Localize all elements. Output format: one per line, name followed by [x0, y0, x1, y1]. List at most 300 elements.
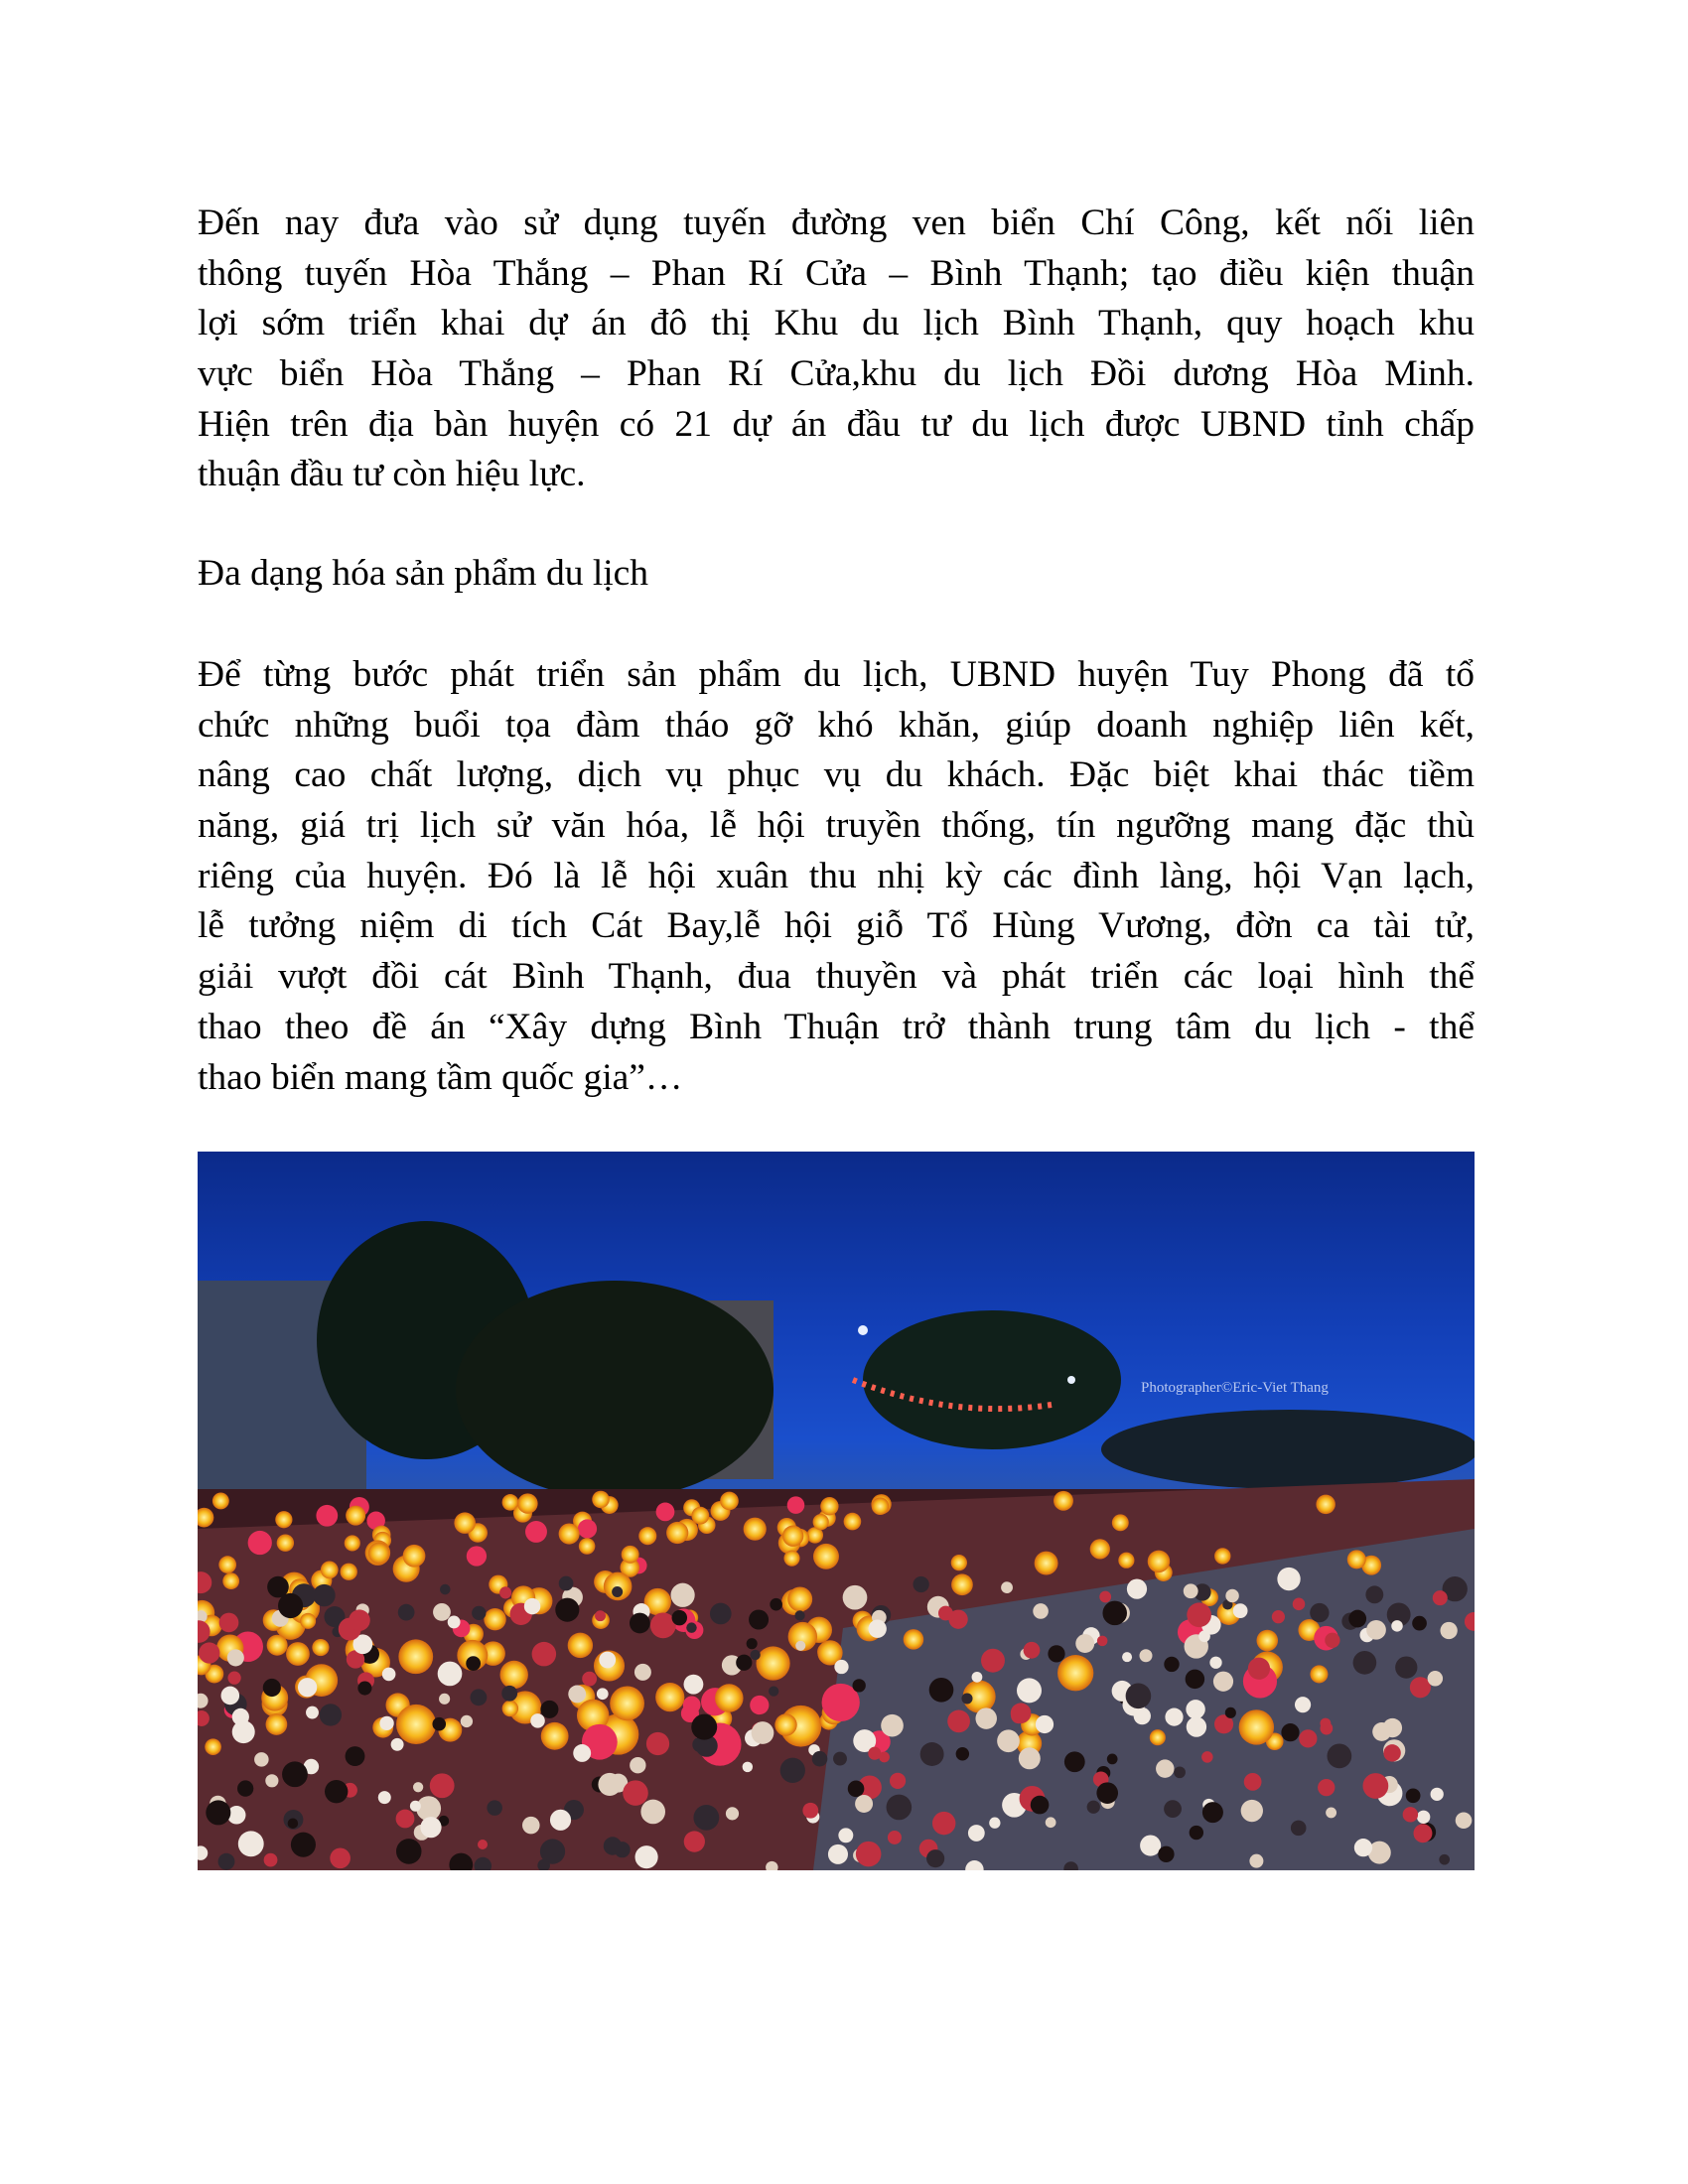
person — [573, 1744, 591, 1762]
lantern — [341, 1564, 357, 1580]
lantern — [844, 1513, 862, 1531]
person — [1456, 1812, 1473, 1829]
photo-credit: Photographer©Eric-Viet Thang — [1141, 1380, 1329, 1396]
person — [254, 1752, 269, 1767]
person — [932, 1812, 955, 1835]
festival-scene — [198, 1152, 1475, 1870]
person — [264, 1853, 278, 1867]
lantern — [1112, 1514, 1129, 1531]
person — [1064, 1751, 1085, 1772]
text-line: nâng cao chất lượng, dịch vụ phục vụ du khách. Đặc biệt khai thác tiềm — [198, 754, 1475, 796]
person — [1225, 1707, 1236, 1718]
person — [1127, 1579, 1147, 1599]
person — [1036, 1715, 1054, 1733]
lantern — [346, 1506, 365, 1526]
person — [265, 1774, 278, 1787]
person — [206, 1800, 230, 1825]
text-line: thao biển mang tầm quốc gia”… — [198, 1056, 683, 1098]
person — [879, 1752, 890, 1763]
person — [881, 1714, 904, 1737]
person — [288, 1818, 298, 1828]
person — [1372, 1722, 1391, 1741]
person — [1428, 1671, 1443, 1686]
person — [1122, 1652, 1132, 1662]
person — [1213, 1672, 1233, 1692]
lantern — [774, 1713, 796, 1735]
person — [199, 1642, 219, 1663]
lantern — [266, 1713, 288, 1735]
person — [1293, 1598, 1306, 1611]
person — [1406, 1788, 1421, 1803]
person — [346, 1746, 365, 1766]
lantern — [286, 1642, 310, 1666]
lantern — [783, 1551, 799, 1567]
person — [843, 1585, 868, 1610]
person — [278, 1593, 303, 1618]
lantern — [579, 1538, 596, 1555]
person — [349, 1609, 370, 1631]
lantern — [1347, 1550, 1366, 1569]
lantern — [756, 1646, 789, 1680]
person — [433, 1603, 451, 1621]
text-line: lợi sớm triển khai dự án đô thị Khu du lịch Bình Thạnh, quy hoạch khu — [198, 303, 1475, 344]
lantern — [312, 1639, 329, 1656]
person — [238, 1831, 264, 1856]
lantern — [1310, 1665, 1328, 1683]
person — [646, 1732, 669, 1755]
tree — [1101, 1410, 1475, 1489]
person — [1107, 1754, 1118, 1765]
person — [420, 1817, 441, 1838]
person — [749, 1610, 769, 1630]
lantern — [525, 1521, 547, 1543]
person — [595, 1610, 606, 1621]
person — [834, 1660, 848, 1674]
person — [306, 1706, 319, 1719]
person — [597, 1688, 609, 1700]
person — [1174, 1766, 1186, 1778]
lantern — [951, 1573, 973, 1595]
person — [1202, 1802, 1223, 1823]
person — [828, 1844, 848, 1864]
person — [432, 1717, 446, 1731]
person — [1184, 1583, 1198, 1598]
person — [540, 1701, 558, 1718]
person — [282, 1761, 308, 1787]
lantern — [813, 1514, 829, 1530]
person — [1365, 1585, 1383, 1603]
person — [1248, 1658, 1270, 1680]
lantern — [1214, 1548, 1230, 1564]
lantern — [212, 1492, 229, 1509]
person — [1102, 1601, 1127, 1626]
person — [752, 1721, 774, 1744]
person — [1281, 1723, 1299, 1741]
person — [1320, 1718, 1331, 1729]
person — [391, 1738, 404, 1751]
person — [975, 1707, 996, 1728]
person — [1209, 1657, 1221, 1669]
person — [1158, 1846, 1174, 1862]
person — [1383, 1744, 1400, 1761]
festival-photo — [198, 1152, 1475, 1870]
person — [1165, 1708, 1183, 1726]
person — [612, 1586, 623, 1597]
person — [938, 1606, 953, 1621]
person — [1325, 1633, 1339, 1648]
person — [227, 1672, 240, 1685]
person — [1310, 1603, 1329, 1622]
person — [298, 1678, 317, 1697]
person — [961, 1693, 972, 1704]
person — [929, 1678, 954, 1703]
person — [499, 1586, 511, 1598]
lantern — [720, 1492, 739, 1511]
person — [522, 1817, 540, 1835]
person — [812, 1751, 828, 1767]
text-line: giải vượt đồi cát Bình Thạnh, đua thuyền và phát triển các loại hình thể — [198, 956, 1475, 998]
person — [1233, 1603, 1248, 1618]
person — [1017, 1678, 1042, 1703]
person — [635, 1845, 658, 1868]
lantern — [1239, 1709, 1274, 1744]
person — [1403, 1807, 1418, 1822]
person — [710, 1603, 732, 1625]
person — [555, 1598, 579, 1622]
lantern — [1090, 1539, 1110, 1559]
person — [848, 1781, 865, 1798]
text-line: Hiện trên địa bàn huyện có 21 dự án đầu tư du lịch được UBND tỉnh chấp — [198, 403, 1475, 445]
person — [693, 1805, 719, 1831]
person — [1440, 1622, 1457, 1639]
lantern — [787, 1496, 805, 1514]
person — [1087, 1801, 1100, 1814]
lantern — [1118, 1553, 1134, 1569]
person — [501, 1686, 517, 1702]
person — [1291, 1821, 1307, 1837]
lantern — [398, 1639, 433, 1674]
person — [1431, 1788, 1444, 1801]
person — [968, 1825, 985, 1842]
person — [396, 1810, 415, 1829]
lantern — [500, 1661, 528, 1689]
person — [1001, 1581, 1013, 1593]
lantern — [559, 1524, 580, 1545]
person — [398, 1604, 415, 1621]
person — [1318, 1779, 1335, 1796]
lantern — [248, 1531, 272, 1555]
street-light — [1067, 1376, 1075, 1384]
lantern — [1057, 1655, 1093, 1691]
person — [1190, 1826, 1203, 1840]
lantern — [1150, 1729, 1166, 1745]
lantern — [275, 1511, 292, 1528]
person — [550, 1810, 571, 1831]
person — [232, 1708, 249, 1725]
person — [1186, 1670, 1205, 1690]
person — [1327, 1743, 1351, 1768]
person — [743, 1762, 753, 1772]
person — [1024, 1642, 1041, 1659]
lantern — [1035, 1552, 1058, 1575]
lantern — [787, 1586, 812, 1611]
person — [671, 1583, 695, 1607]
person — [981, 1649, 1005, 1673]
text-line: lễ tưởng niệm di tích Cát Bay,lễ hội giỗ Tổ Hùng Vương, đờn ca tài tử, — [198, 905, 1475, 947]
person — [1011, 1703, 1032, 1723]
person — [410, 1801, 421, 1812]
person — [330, 1848, 351, 1869]
person — [470, 1689, 487, 1706]
person — [524, 1598, 540, 1614]
lantern — [218, 1556, 236, 1573]
person — [1164, 1657, 1179, 1672]
person — [972, 1672, 983, 1683]
person — [357, 1681, 371, 1695]
person — [1413, 1824, 1432, 1843]
text-line: riêng của huyện. Đó là lễ hội xuân thu nhị kỳ các đình làng, hội Vạn lạch, — [198, 855, 1475, 896]
street-light — [858, 1325, 868, 1335]
person — [1048, 1645, 1064, 1662]
person — [598, 1773, 621, 1796]
person — [430, 1773, 455, 1798]
person — [1096, 1782, 1118, 1804]
lantern — [744, 1518, 767, 1541]
person — [1198, 1630, 1210, 1642]
person — [913, 1576, 928, 1592]
lantern — [1148, 1551, 1170, 1572]
lantern — [277, 1535, 294, 1552]
person — [1046, 1817, 1056, 1828]
person — [599, 1652, 616, 1669]
person — [1031, 1796, 1050, 1815]
person — [413, 1782, 423, 1792]
lantern — [655, 1683, 684, 1711]
person — [1140, 1649, 1153, 1662]
person — [1417, 1811, 1430, 1824]
tree — [456, 1281, 774, 1499]
person — [568, 1686, 586, 1704]
lantern — [396, 1705, 436, 1744]
person — [1366, 1620, 1386, 1640]
person — [478, 1840, 488, 1849]
person — [1249, 1854, 1263, 1868]
lantern — [403, 1545, 426, 1568]
person — [747, 1638, 758, 1649]
lantern — [872, 1497, 889, 1514]
person — [1362, 1773, 1388, 1799]
person — [630, 1757, 645, 1773]
lantern — [368, 1543, 390, 1565]
lantern — [541, 1722, 569, 1750]
person — [623, 1780, 648, 1806]
person — [1433, 1590, 1448, 1605]
person — [855, 1795, 873, 1813]
paragraph-1 — [198, 199, 1475, 500]
person — [582, 1672, 597, 1687]
person — [448, 1616, 461, 1629]
lantern — [951, 1555, 967, 1570]
person — [956, 1747, 969, 1760]
lantern — [300, 1613, 316, 1629]
lantern — [666, 1522, 688, 1544]
person — [684, 1675, 704, 1695]
person — [396, 1839, 422, 1864]
person — [532, 1642, 557, 1667]
lantern — [610, 1686, 644, 1720]
person — [1164, 1800, 1182, 1818]
person — [291, 1833, 316, 1857]
person — [466, 1656, 481, 1671]
person — [869, 1620, 887, 1638]
lantern — [656, 1503, 675, 1522]
text-line: thông tuyến Hòa Thắng – Phan Rí Cửa – Bình Thạnh; tạo điều kiện thuận — [198, 252, 1475, 294]
person — [926, 1849, 944, 1867]
person — [221, 1687, 240, 1706]
person — [640, 1800, 665, 1825]
lantern — [622, 1546, 639, 1564]
person — [440, 1584, 451, 1595]
person — [947, 1709, 970, 1732]
person — [1439, 1854, 1450, 1865]
person — [1354, 1839, 1372, 1856]
person — [890, 1773, 906, 1789]
person — [1097, 1636, 1108, 1647]
lantern — [467, 1546, 487, 1566]
person — [989, 1818, 1000, 1829]
person — [530, 1713, 545, 1728]
section-heading: Đa dạng hóa sản phẩm du lịch — [198, 553, 649, 594]
person — [920, 1742, 944, 1766]
text-line: năng, giá trị lịch sử văn hóa, lễ hội truyền thống, tín ngưỡng mang đặc thù — [198, 805, 1475, 847]
person — [237, 1780, 253, 1796]
tree — [863, 1310, 1121, 1449]
text-line: chức những buổi tọa đàm tháo gỡ khó khăn, giúp doanh nghiệp liên kết, — [198, 704, 1475, 746]
lantern — [321, 1561, 339, 1578]
person — [997, 1729, 1020, 1752]
person — [1186, 1700, 1204, 1718]
lantern — [820, 1497, 838, 1515]
person — [838, 1828, 853, 1843]
lantern — [454, 1512, 476, 1534]
lantern — [502, 1701, 518, 1716]
person — [802, 1803, 818, 1819]
text-line: thao theo đề án “Xây dựng Bình Thuận trở thành trung tâm du lịch - thể — [198, 1006, 1475, 1047]
paragraph-2 — [198, 650, 1475, 1103]
lantern — [316, 1505, 338, 1527]
person — [263, 1679, 281, 1697]
lantern — [750, 1696, 769, 1714]
person — [439, 1694, 450, 1705]
text-line: Để từng bước phát triển sản phẩm du lịch, UBND huyện Tuy Phong đã tổ — [198, 654, 1475, 695]
lantern — [592, 1491, 609, 1508]
person — [227, 1649, 244, 1666]
person — [472, 1606, 486, 1620]
person — [736, 1655, 752, 1671]
person — [634, 1664, 651, 1681]
person — [630, 1613, 650, 1634]
lantern — [222, 1572, 239, 1589]
person — [1075, 1634, 1094, 1653]
person — [1126, 1684, 1152, 1709]
lantern — [782, 1526, 803, 1547]
person — [1299, 1729, 1317, 1747]
person — [795, 1641, 805, 1651]
person — [1348, 1610, 1366, 1628]
lantern — [715, 1684, 744, 1712]
text-line: vực biển Hòa Thắng – Phan Rí Cửa,khu du lịch Đồi dương Hòa Minh. — [198, 353, 1475, 395]
person — [219, 1613, 239, 1633]
person — [325, 1780, 348, 1803]
person — [1140, 1835, 1161, 1855]
person — [691, 1714, 717, 1740]
person — [888, 1831, 902, 1844]
person — [604, 1837, 622, 1854]
person — [856, 1842, 882, 1867]
person — [1201, 1751, 1212, 1762]
lantern — [813, 1544, 839, 1570]
person — [1225, 1589, 1238, 1602]
lantern — [267, 1635, 288, 1656]
person — [1187, 1602, 1211, 1627]
person — [382, 1668, 396, 1682]
person — [438, 1662, 463, 1687]
person — [887, 1795, 913, 1821]
person — [780, 1758, 805, 1783]
person — [1099, 1591, 1111, 1603]
lantern — [578, 1519, 597, 1538]
person — [1277, 1568, 1300, 1590]
person — [769, 1686, 778, 1696]
lantern — [1316, 1495, 1335, 1514]
person — [1187, 1716, 1206, 1736]
text-line: thuận đầu tư còn hiệu lực. — [198, 454, 586, 495]
person — [1244, 1773, 1262, 1791]
text-line: Đến nay đưa vào sử dụng tuyến đường ven biển Chí Công, kết nối liên — [198, 203, 1475, 243]
lantern — [205, 1738, 221, 1755]
person — [218, 1853, 235, 1870]
person — [320, 1704, 342, 1725]
lantern — [568, 1633, 593, 1658]
person — [487, 1800, 502, 1816]
person — [672, 1610, 687, 1625]
person — [559, 1576, 574, 1591]
lantern — [517, 1493, 537, 1513]
person — [750, 1650, 760, 1660]
person — [1326, 1807, 1336, 1818]
person — [794, 1610, 804, 1620]
person — [1353, 1651, 1377, 1675]
person — [1033, 1603, 1049, 1619]
person — [853, 1679, 866, 1692]
lantern — [904, 1629, 924, 1650]
lantern — [1256, 1630, 1278, 1652]
person — [1395, 1656, 1417, 1678]
person — [726, 1807, 739, 1820]
lantern — [1054, 1491, 1073, 1511]
person — [1134, 1707, 1151, 1724]
lantern — [638, 1527, 656, 1545]
person — [1272, 1610, 1285, 1623]
person — [1412, 1616, 1427, 1631]
person — [313, 1584, 335, 1606]
person — [1391, 1620, 1403, 1632]
person — [378, 1791, 391, 1804]
person — [1241, 1800, 1263, 1822]
person — [379, 1716, 393, 1730]
person — [1019, 1747, 1041, 1769]
person — [684, 1831, 705, 1851]
